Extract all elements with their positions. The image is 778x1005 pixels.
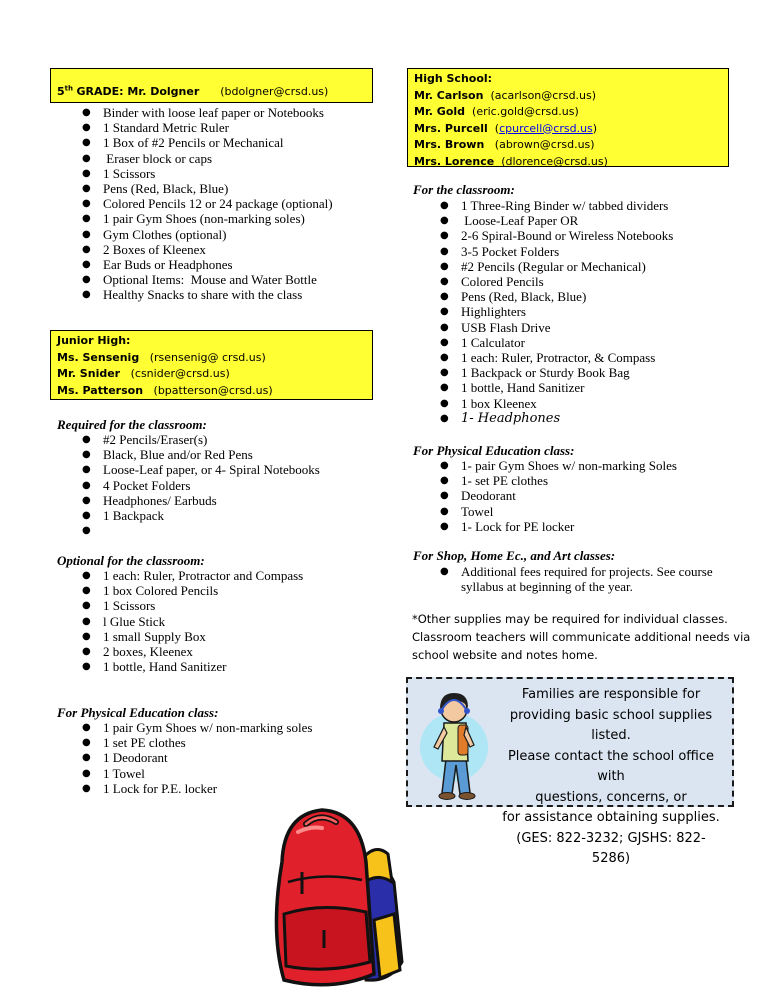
list-item: ● 1 Scissors [103, 166, 333, 181]
teacher-email: (acarlson@crsd.us) [490, 88, 597, 102]
teacher-email: (rsensenig@ crsd.us) [149, 350, 266, 364]
fifth-grade-supply-list [103, 105, 333, 303]
list-item: ● 1 small Supply Box [103, 629, 303, 644]
fifth-grade-teacher: GRADE: Mr. Dolgner [76, 85, 200, 98]
jh-pe-heading: For Physical Education class: [57, 705, 219, 720]
grade-number: 5 [57, 85, 65, 98]
list-item: ● 1- Lock for PE locker [461, 519, 677, 534]
list-item: ● 1 Box of #2 Pencils or Mechanical [103, 135, 333, 150]
notice-line: providing basic school supplies listed. [509, 707, 713, 743]
list-item: ● Black, Blue and/or Red Pens [103, 447, 320, 462]
list-item: ● Colored Pencils 12 or 24 package (optional) [103, 196, 333, 211]
notice-line: for assistance obtaining supplies. [502, 810, 720, 825]
jh-optional-list [103, 568, 303, 674]
list-item: ● 1 pair Gym Shoes (non-marking soles) [103, 211, 333, 226]
teacher-name: Mr. Carlson [414, 88, 484, 102]
list-item: ● 1- Headphones [461, 411, 673, 426]
list-item: ● l Glue Stick [103, 614, 303, 629]
teacher-email: (csnider@crsd.us) [130, 367, 230, 380]
list-item: ● 1 each: Ruler, Protractor, & Compass [461, 350, 673, 365]
list-item: ● 1 Backpack or Sturdy Book Bag [461, 365, 673, 380]
list-item: ● Loose-Leaf Paper OR [461, 213, 673, 228]
notice-line: (GES: 822-3232; GJSHS: 822-5286) [516, 830, 706, 866]
email-paren: ) [592, 121, 598, 135]
list-item: ● 1- pair Gym Shoes w/ non-marking Soles [461, 458, 677, 473]
list-item: ● #2 Pencils/Eraser(s) [103, 432, 320, 447]
list-item: ● 1 Standard Metric Ruler [103, 120, 333, 135]
list-item: ● 1 bottle, Hand Sanitizer [461, 380, 673, 395]
list-item: ● 2 boxes, Kleenex [103, 644, 303, 659]
teacher-name: Ms. Patterson [57, 383, 144, 397]
list-item: ● 1 box Kleenex [461, 396, 673, 411]
note-line: Classroom teachers will communicate additional needs via [412, 630, 751, 644]
list-item: ● Ear Buds or Headphones [103, 257, 333, 272]
hs-shop-list [461, 564, 713, 579]
high-school-title: High School: [414, 72, 493, 85]
list-item: ● Eraser block or caps [103, 151, 333, 166]
purcell-email-link[interactable]: cpurcell@crsd.us [499, 121, 593, 135]
teacher-email: (dlorence@crsd.us) [501, 154, 608, 168]
list-item: ● Gym Clothes (optional) [103, 227, 333, 242]
jh-required-heading: Required for the classroom: [57, 417, 207, 432]
list-item: ● 4 Pocket Folders [103, 478, 320, 493]
list-item: ● 1 Backpack [103, 508, 320, 523]
teacher-name: Mr. Gold [414, 105, 466, 118]
list-item: ● Optional Items: Mouse and Water Bottle [103, 272, 333, 287]
list-item: ● 1 set PE clothes [103, 735, 312, 750]
list-item: ● Towel [461, 504, 677, 519]
list-item: ● Additional fees required for projects. See course [461, 564, 713, 579]
list-item: ● Pens (Red, Black, Blue) [461, 289, 673, 304]
list-item: ● Pens (Red, Black, Blue) [103, 181, 333, 196]
teacher-name: Mrs. Brown [414, 138, 485, 151]
list-item: ● 2-6 Spiral-Bound or Wireless Notebooks [461, 228, 673, 243]
list-item: ● 1 bottle, Hand Sanitizer [103, 659, 303, 674]
junior-high-header [50, 330, 373, 400]
teacher-name: Mrs. Lorence [414, 154, 495, 168]
junior-high-title: Junior High: [57, 334, 131, 347]
student-clipart-icon [412, 681, 502, 805]
jh-optional-heading: Optional for the classroom: [57, 553, 205, 568]
list-item: ● USB Flash Drive [461, 320, 673, 335]
grade-suffix: th [64, 84, 73, 93]
list-item: ● Healthy Snacks to share with the class [103, 287, 333, 302]
list-item: ● 1 box Colored Pencils [103, 583, 303, 598]
list-item: ● 1 Scissors [103, 598, 303, 613]
list-item: ● Binder with loose leaf paper or Notebooks [103, 105, 333, 120]
shop-item-continuation: syllabus at beginning of the year. [461, 579, 633, 594]
teacher-email: (eric.gold@crsd.us) [472, 105, 579, 118]
fifth-grade-header [50, 68, 373, 103]
teacher-email: (bpatterson@crsd.us) [153, 383, 273, 397]
teacher-name: Ms. Sensenig [57, 350, 140, 364]
email-paren: ( [494, 121, 500, 135]
hs-pe-heading: For Physical Education class: [413, 443, 575, 458]
list-item: ● 3-5 Pocket Folders [461, 244, 673, 259]
notice-line: Please contact the school office with [507, 748, 715, 784]
list-item: ● 1 Lock for P.E. locker [103, 781, 312, 796]
list-item: ● 1 Deodorant [103, 750, 312, 765]
list-item: ● Deodorant [461, 488, 677, 503]
hs-pe-list [461, 458, 677, 534]
jh-pe-list [103, 720, 312, 796]
hs-classroom-list [461, 198, 673, 426]
teacher-name: Mrs. Purcell [414, 121, 488, 135]
list-item: ● 1 each: Ruler, Protractor and Compass [103, 568, 303, 583]
list-item: ● Highlighters [461, 304, 673, 319]
list-item: ● 1 Towel [103, 766, 312, 781]
notice-line: Families are responsible for [521, 687, 701, 702]
jh-required-list [103, 432, 320, 538]
list-item: ● 1 pair Gym Shoes w/ non-marking soles [103, 720, 312, 735]
list-item: ● Loose-Leaf paper, or 4- Spiral Notebooks [103, 462, 320, 477]
high-school-header [407, 68, 729, 167]
families-notice-text [498, 685, 724, 870]
list-item: ● 2 Boxes of Kleenex [103, 242, 333, 257]
hs-shop-heading: For Shop, Home Ec., and Art classes: [413, 548, 616, 563]
list-item: ● 1 Three-Ring Binder w/ tabbed dividers [461, 198, 673, 213]
notice-line: questions, concerns, or [535, 789, 687, 805]
list-item: ● Colored Pencils [461, 274, 673, 289]
fifth-grade-email: (bdolgner@crsd.us) [220, 85, 329, 98]
other-supplies-note [412, 610, 750, 664]
list-item [103, 523, 320, 538]
hs-classroom-heading: For the classroom: [413, 182, 515, 197]
backpack-icon [262, 802, 412, 997]
list-item: ● 1- set PE clothes [461, 473, 677, 488]
families-notice-box [406, 677, 734, 866]
note-line: school website and notes home. [412, 648, 598, 662]
list-item: ● #2 Pencils (Regular or Mechanical) [461, 259, 673, 274]
note-line: *Other supplies may be required for individual classes. [412, 612, 728, 626]
list-item: ● Headphones/ Earbuds [103, 493, 320, 508]
list-item: ● 1 Calculator [461, 335, 673, 350]
teacher-email: (abrown@crsd.us) [494, 138, 595, 151]
teacher-name: Mr. Snider [57, 367, 121, 380]
